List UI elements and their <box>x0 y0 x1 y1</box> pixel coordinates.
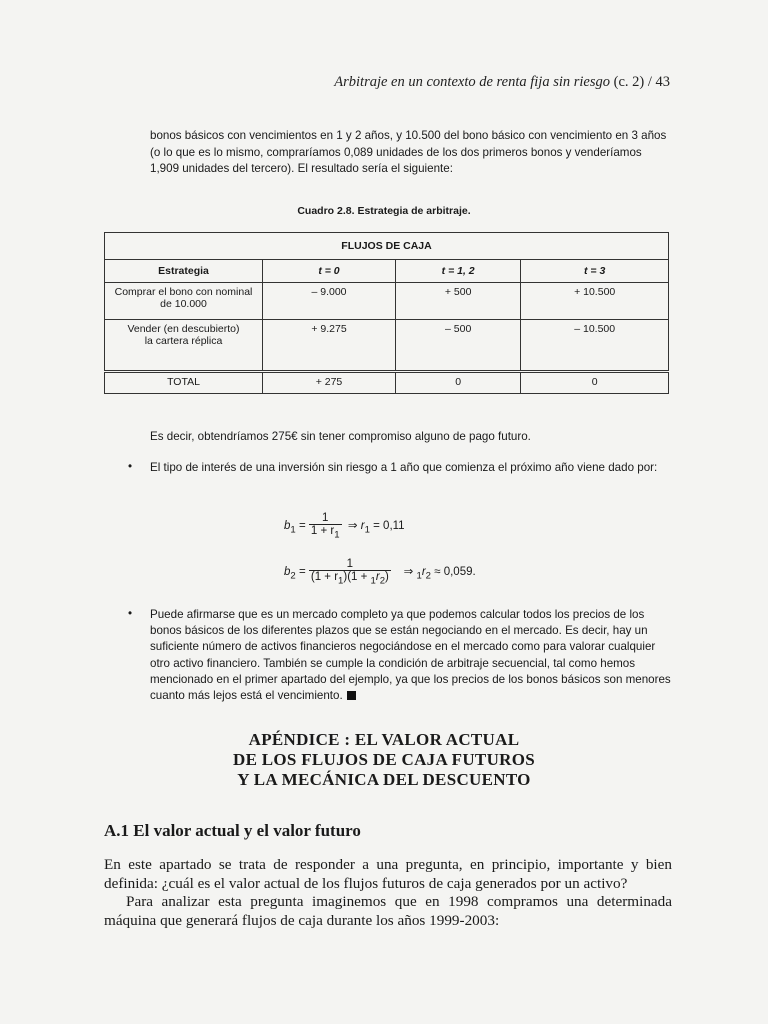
equation-1: $b_1$ = $\frac{1}{1 + r_1}$ ⇒ $r_1 = 0,11$ <box>284 512 405 541</box>
cell-t12: 0 <box>396 372 521 394</box>
appendix-title: APÉNDICE : EL VALOR ACTUAL DE LOS FLUJOS DE CAJA FUTUROS Y LA MECÁNICA DEL DESCUENTO <box>233 730 535 789</box>
table-row <box>105 320 669 372</box>
table-caption: Cuadro 2.8. Estrategia de arbitraje. <box>297 205 471 217</box>
table-row <box>105 283 669 320</box>
col-t3: t = 3 <box>521 260 669 283</box>
end-of-proof-mark <box>347 691 356 700</box>
bullet-marker: • <box>128 607 133 620</box>
cell-t12: – 500 <box>396 320 521 372</box>
body-paragraph: Para analizar esta pregunta imaginemos que en 1998 compramos una determinada máquina que generará flujos de caja durante los años 1999-2003: <box>104 893 672 929</box>
cell-t0: – 9.000 <box>263 283 396 320</box>
group-header: FLUJOS DE CAJA <box>105 233 669 260</box>
bullet-paragraph-2: Puede afirmarse que es un mercado completo ya que podemos calcular todos los precios de los bonos básicos de los diferentes plazos que se están negociando en el mercado. Es decir, hay un suficiente número de activos financieros negociándose en el mercado como para valorar cualquier otro activo financiero. También se cumple la condición de arbitraje secuencial, tal como hemos mencionado en el primer apartado del ejemplo, ya que los precios de los bonos básicos son menores cuanto más lejos está el vencimiento. <box>150 608 671 703</box>
cell-t12: + 500 <box>396 283 521 320</box>
intro-paragraph: bonos básicos con vencimientos en 1 y 2 años, y 10.500 del bono básico con vencimiento en 3 años (o lo que es lo mismo, compraríamos 0,089 unidades de los dos primeros bonos y venderíamos 1,909 unidades del tercero). El resultado sería el siguiente: <box>150 129 667 175</box>
result-paragraph: Es decir, obtendríamos 275€ sin tener compromiso alguno de pago futuro. <box>150 430 531 443</box>
page-number: / 43 <box>647 74 670 90</box>
row-label: Comprar el bono con nominal de 10.000 <box>105 283 263 320</box>
col-t12: t = 1, 2 <box>396 260 521 283</box>
bullet-paragraph-1: El tipo de interés de una inversión sin riesgo a 1 año que comienza el próximo año viene dado por: <box>150 461 658 474</box>
cell-t3: – 10.500 <box>521 320 669 372</box>
cell-t0: + 9.275 <box>263 320 396 372</box>
row-label: Vender (en descubierto) la cartera réplica <box>105 320 263 372</box>
running-header <box>334 74 670 91</box>
col-strategy: Estrategia <box>105 260 263 283</box>
cell-t3: 0 <box>521 372 669 394</box>
header-title: Arbitraje en un contexto de renta fija sin riesgo <box>334 74 610 90</box>
bullet-marker: • <box>128 460 133 473</box>
arbitrage-table <box>104 232 669 394</box>
cell-t3: + 10.500 <box>521 283 669 320</box>
body-text <box>104 856 672 930</box>
section-heading: A.1 El valor actual y el valor futuro <box>104 821 361 840</box>
row-label: TOTAL <box>105 372 263 394</box>
table-row-total <box>105 372 669 394</box>
cell-t0: + 275 <box>263 372 396 394</box>
header-chapter: (c. 2) <box>613 74 645 90</box>
col-t0: t = 0 <box>263 260 396 283</box>
body-paragraph: En este apartado se trata de responder a una pregunta, en principio, importante y bien definida: ¿cuál es el valor actual de los flujos futuros de caja generados por un activo? <box>104 856 672 892</box>
equation-2: $b_2$ = $\frac{1}{(1 + r_1)(1 + _1r_2)}$ ⇒ $_1r_2 \approx 0,059$. <box>284 558 476 587</box>
